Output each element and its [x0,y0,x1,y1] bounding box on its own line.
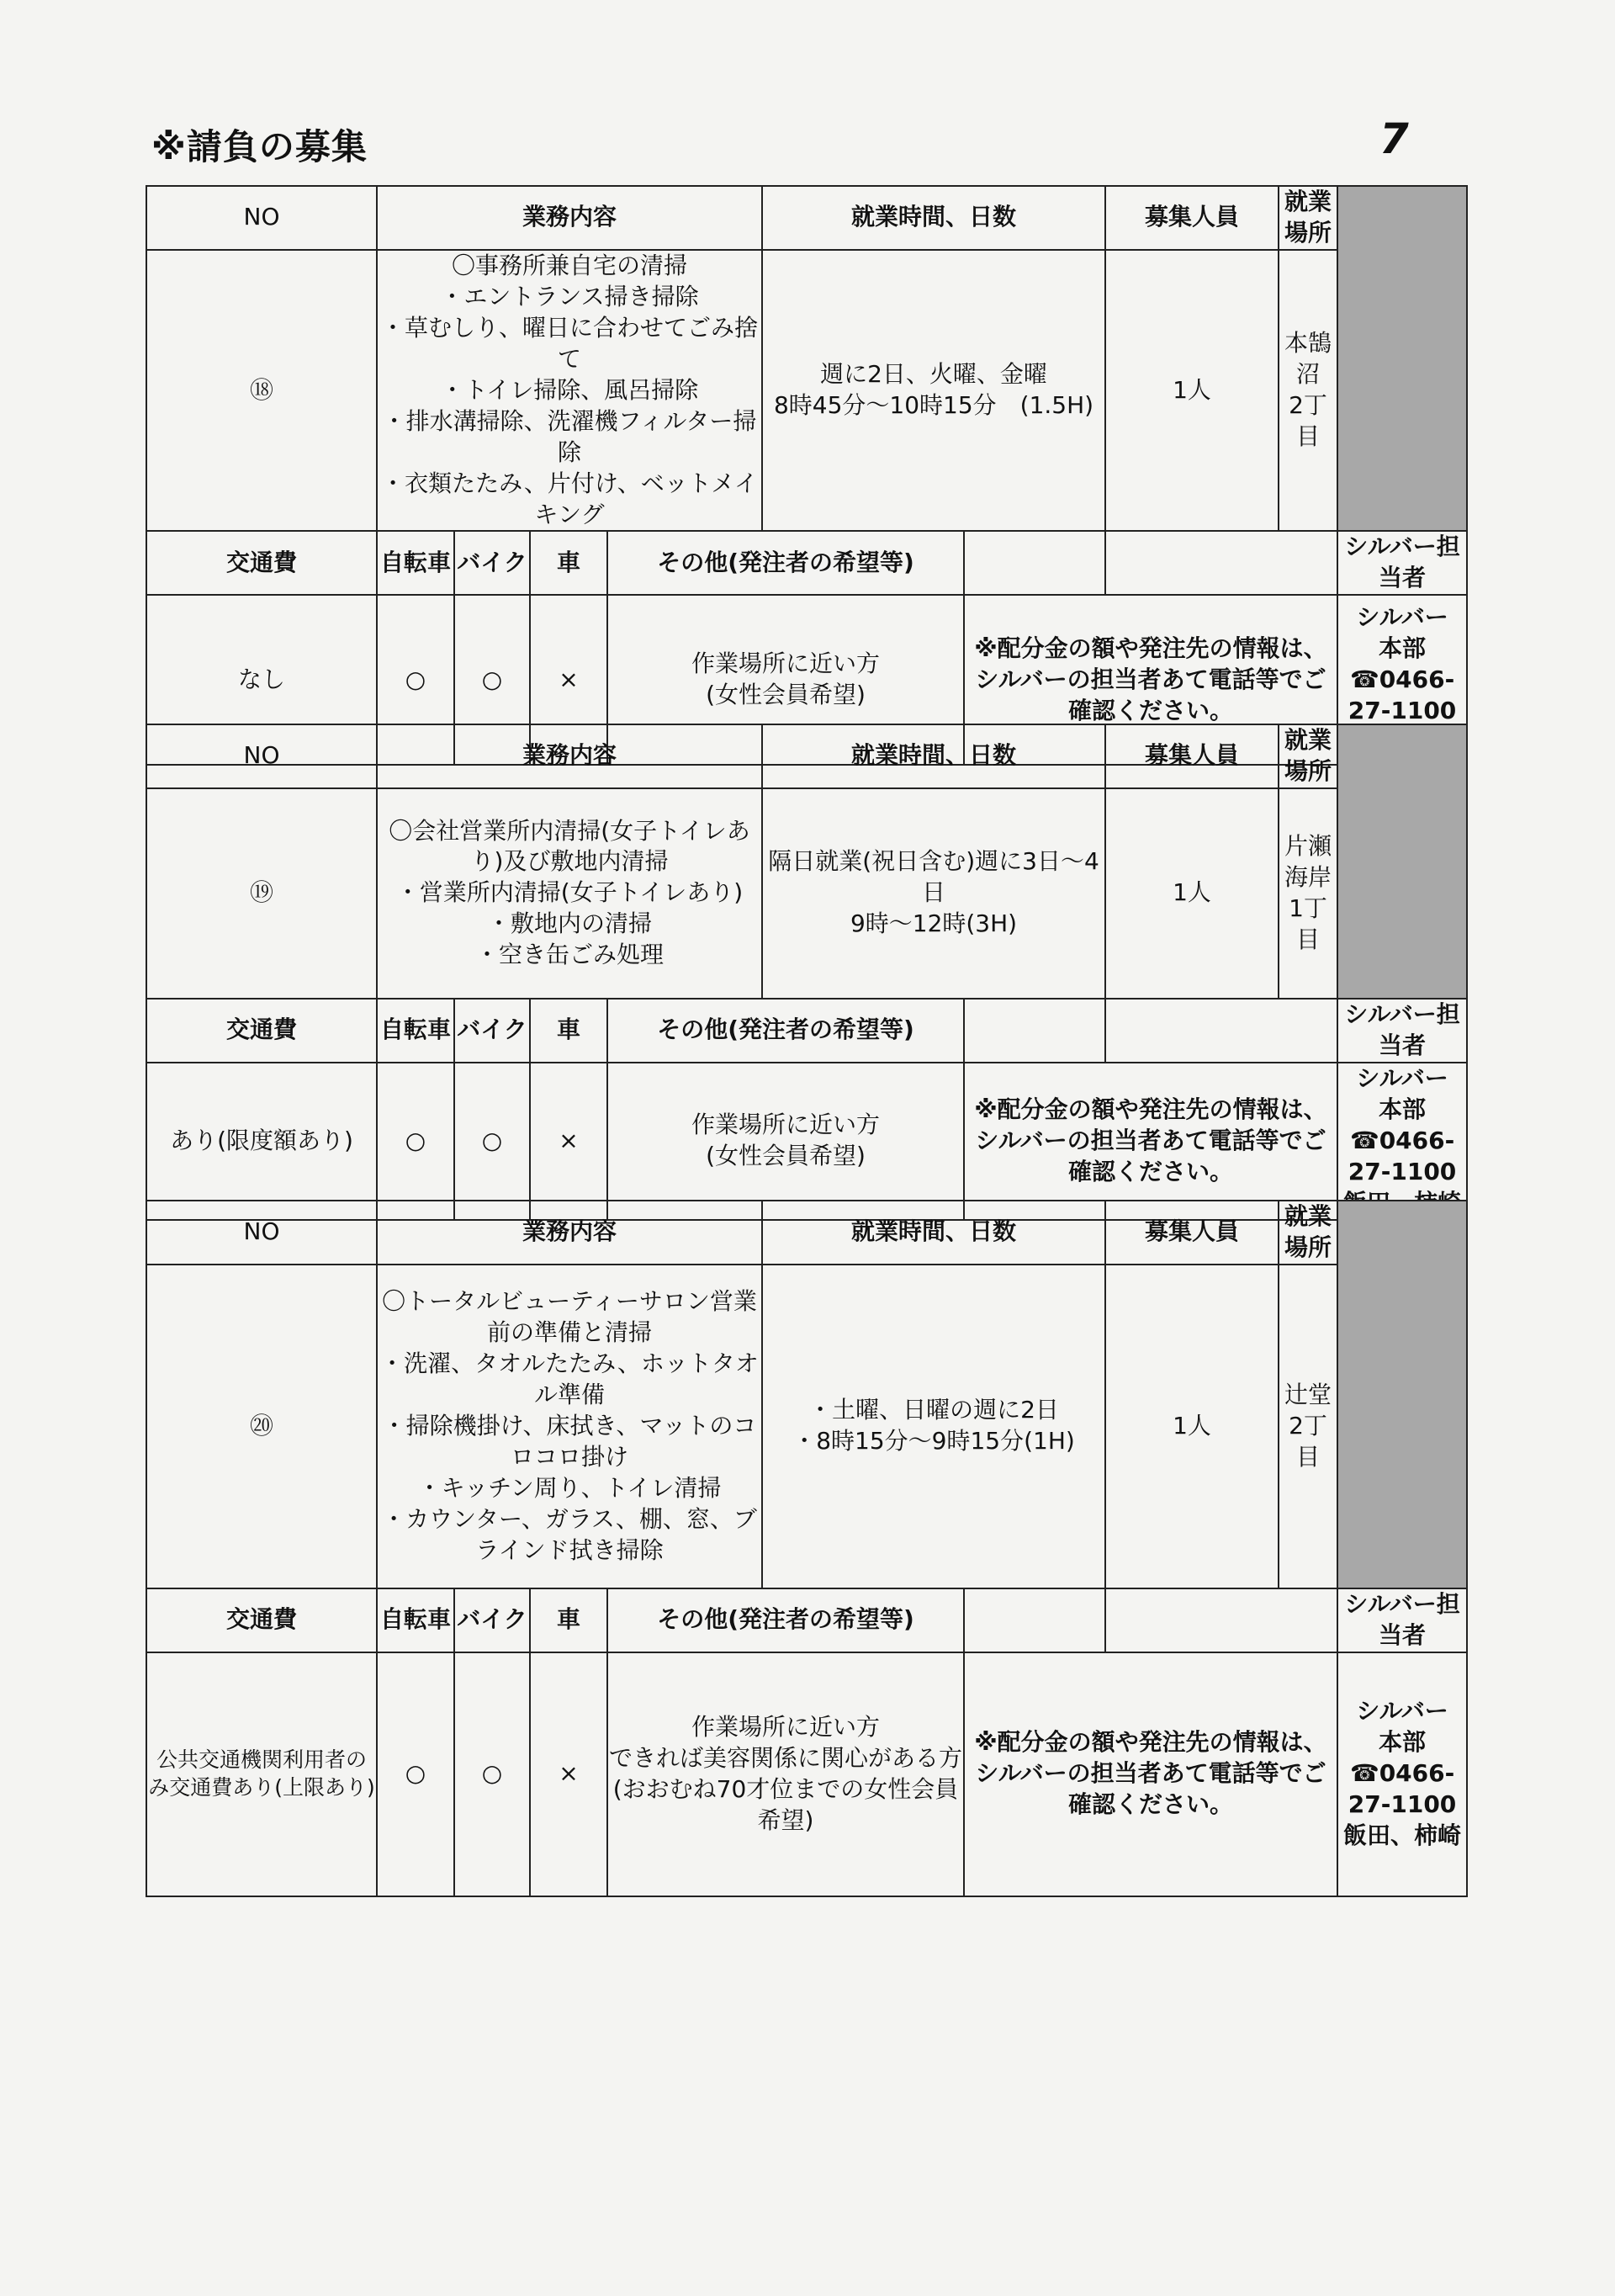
header-work: 業務内容 [377,186,762,250]
job-place: 辻堂2丁目 [1279,1265,1337,1588]
header-place: 就業場所 [1279,186,1337,250]
header-bike: バイク [454,1588,530,1652]
header-other: その他(発注者の希望等) [607,531,964,595]
job-people: 1人 [1105,788,1279,999]
job-car: × [530,595,607,765]
header-other: その他(発注者の希望等) [607,1588,964,1652]
header-bicycle: 自転車 [377,1588,454,1652]
job-transport: 公共交通機関利用者のみ交通費あり(上限あり) [146,1652,377,1896]
header-place: 就業場所 [1279,724,1337,788]
header-work: 業務内容 [377,1201,762,1265]
blank-header-cell [1105,999,1337,1063]
header-bicycle: 自転車 [377,531,454,595]
header-staff: シルバー担当者 [1337,531,1467,595]
job-other: 作業場所に近い方 (女性会員希望) [607,1063,964,1220]
job-table-20 [146,1200,1468,1897]
staff-contact: シルバー 本部 ☎0466-27-1100 飯田、柿崎 [1337,1652,1467,1896]
header-staff: シルバー担当者 [1337,999,1467,1063]
header-hours: 就業時間、日数 [762,1201,1105,1265]
job-bicycle: ○ [377,1652,454,1896]
header-transport: 交通費 [146,1588,377,1652]
header-people: 募集人員 [1105,1201,1279,1265]
job-place: 本鵠沼 2丁目 [1279,250,1337,532]
blank-header-cell [964,999,1105,1063]
job-place: 片瀬海岸 1丁目 [1279,788,1337,999]
header-transport: 交通費 [146,531,377,595]
contact-note: ※配分金の額や発注先の情報は、シルバーの担当者あて電話等でご確認ください。 [964,595,1337,765]
job-hours: 隔日就業(祝日含む)週に3日～4日 9時～12時(3H) [762,788,1105,999]
staff-contact: シルバー 本部 ☎0466-27-1100 [1337,1063,1467,1220]
job-bike: ○ [454,595,530,765]
job-work-description: 〇事務所兼自宅の清掃 ・エントランス掃き掃除 ・草むしり、曜日に合わせてごみ捨て ・トイレ掃除、風呂掃除 ・排水溝掃除、洗濯機フィルター掃除 ・衣類たたみ、片付け、ベットメイキング [377,250,762,532]
blank-header-cell [1105,1588,1337,1652]
blank-header-cell [964,531,1105,595]
blank-header-cell [964,1588,1105,1652]
header-car: 車 [530,531,607,595]
header-place: 就業場所 [1279,1201,1337,1265]
job-other: 作業場所に近い方 (女性会員希望) [607,595,964,765]
job-hours: ・土曜、日曜の週に2日 ・8時15分～9時15分(1H) [762,1265,1105,1588]
header-bicycle: 自転車 [377,999,454,1063]
header-people: 募集人員 [1105,724,1279,788]
page-title: ※請負の募集 [151,126,368,167]
shaded-cell [1337,186,1467,531]
job-transport: あり(限度額あり) [146,1063,377,1220]
job-bike: ○ [454,1063,530,1220]
staff-contact: シルバー 本部 ☎0466-27-1100 [1337,595,1467,765]
header-hours: 就業時間、日数 [762,724,1105,788]
job-people: 1人 [1105,1265,1279,1588]
shaded-cell [1337,1201,1467,1588]
header-work: 業務内容 [377,724,762,788]
job-table-19 [146,724,1468,1221]
job-work-description: 〇トータルビューティーサロン営業前の準備と清掃 ・洗濯、タオルたたみ、ホットタオル準備 ・掃除機掛け、床拭き、マットのコロコロ掛け ・キッチン周り、トイレ清掃 ・カウンター、ガラス、棚、窓、ブラインド拭き掃除 [377,1265,762,1588]
header-car: 車 [530,1588,607,1652]
job-number: ⑲ [146,788,377,999]
job-car: × [530,1063,607,1220]
job-other: 作業場所に近い方 できれば美容関係に関心がある方 (おおむね70才位までの女性会員希望) [607,1652,964,1896]
header-transport: 交通費 [146,999,377,1063]
job-bicycle: ○ [377,1063,454,1220]
header-hours: 就業時間、日数 [762,186,1105,250]
blank-header-cell [1105,531,1337,595]
contact-note: ※配分金の額や発注先の情報は、シルバーの担当者あて電話等でご確認ください。 [964,1652,1337,1896]
header-other: その他(発注者の希望等) [607,999,964,1063]
header-no: NO [146,186,377,250]
header-people: 募集人員 [1105,186,1279,250]
header-bike: バイク [454,531,530,595]
job-number: ⑳ [146,1265,377,1588]
header-bike: バイク [454,999,530,1063]
job-bicycle: ○ [377,595,454,765]
job-hours: 週に2日、火曜、金曜 8時45分～10時15分 (1.5H) [762,250,1105,532]
shaded-cell [1337,724,1467,999]
job-bike: ○ [454,1652,530,1896]
header-no: NO [146,1201,377,1265]
contact-note: ※配分金の額や発注先の情報は、シルバーの担当者あて電話等でご確認ください。 [964,1063,1337,1220]
header-no: NO [146,724,377,788]
header-staff: シルバー担当者 [1337,1588,1467,1652]
job-work-description: 〇会社営業所内清掃(女子トイレあり)及び敷地内清掃 ・営業所内清掃(女子トイレあり) ・敷地内の清掃 ・空き缶ごみ処理 [377,788,762,999]
job-table-18 [146,185,1468,766]
page-number: 7 [1379,114,1409,163]
header-car: 車 [530,999,607,1063]
job-transport: なし [146,595,377,765]
job-car: × [530,1652,607,1896]
job-people: 1人 [1105,250,1279,532]
job-number: ⑱ [146,250,377,532]
